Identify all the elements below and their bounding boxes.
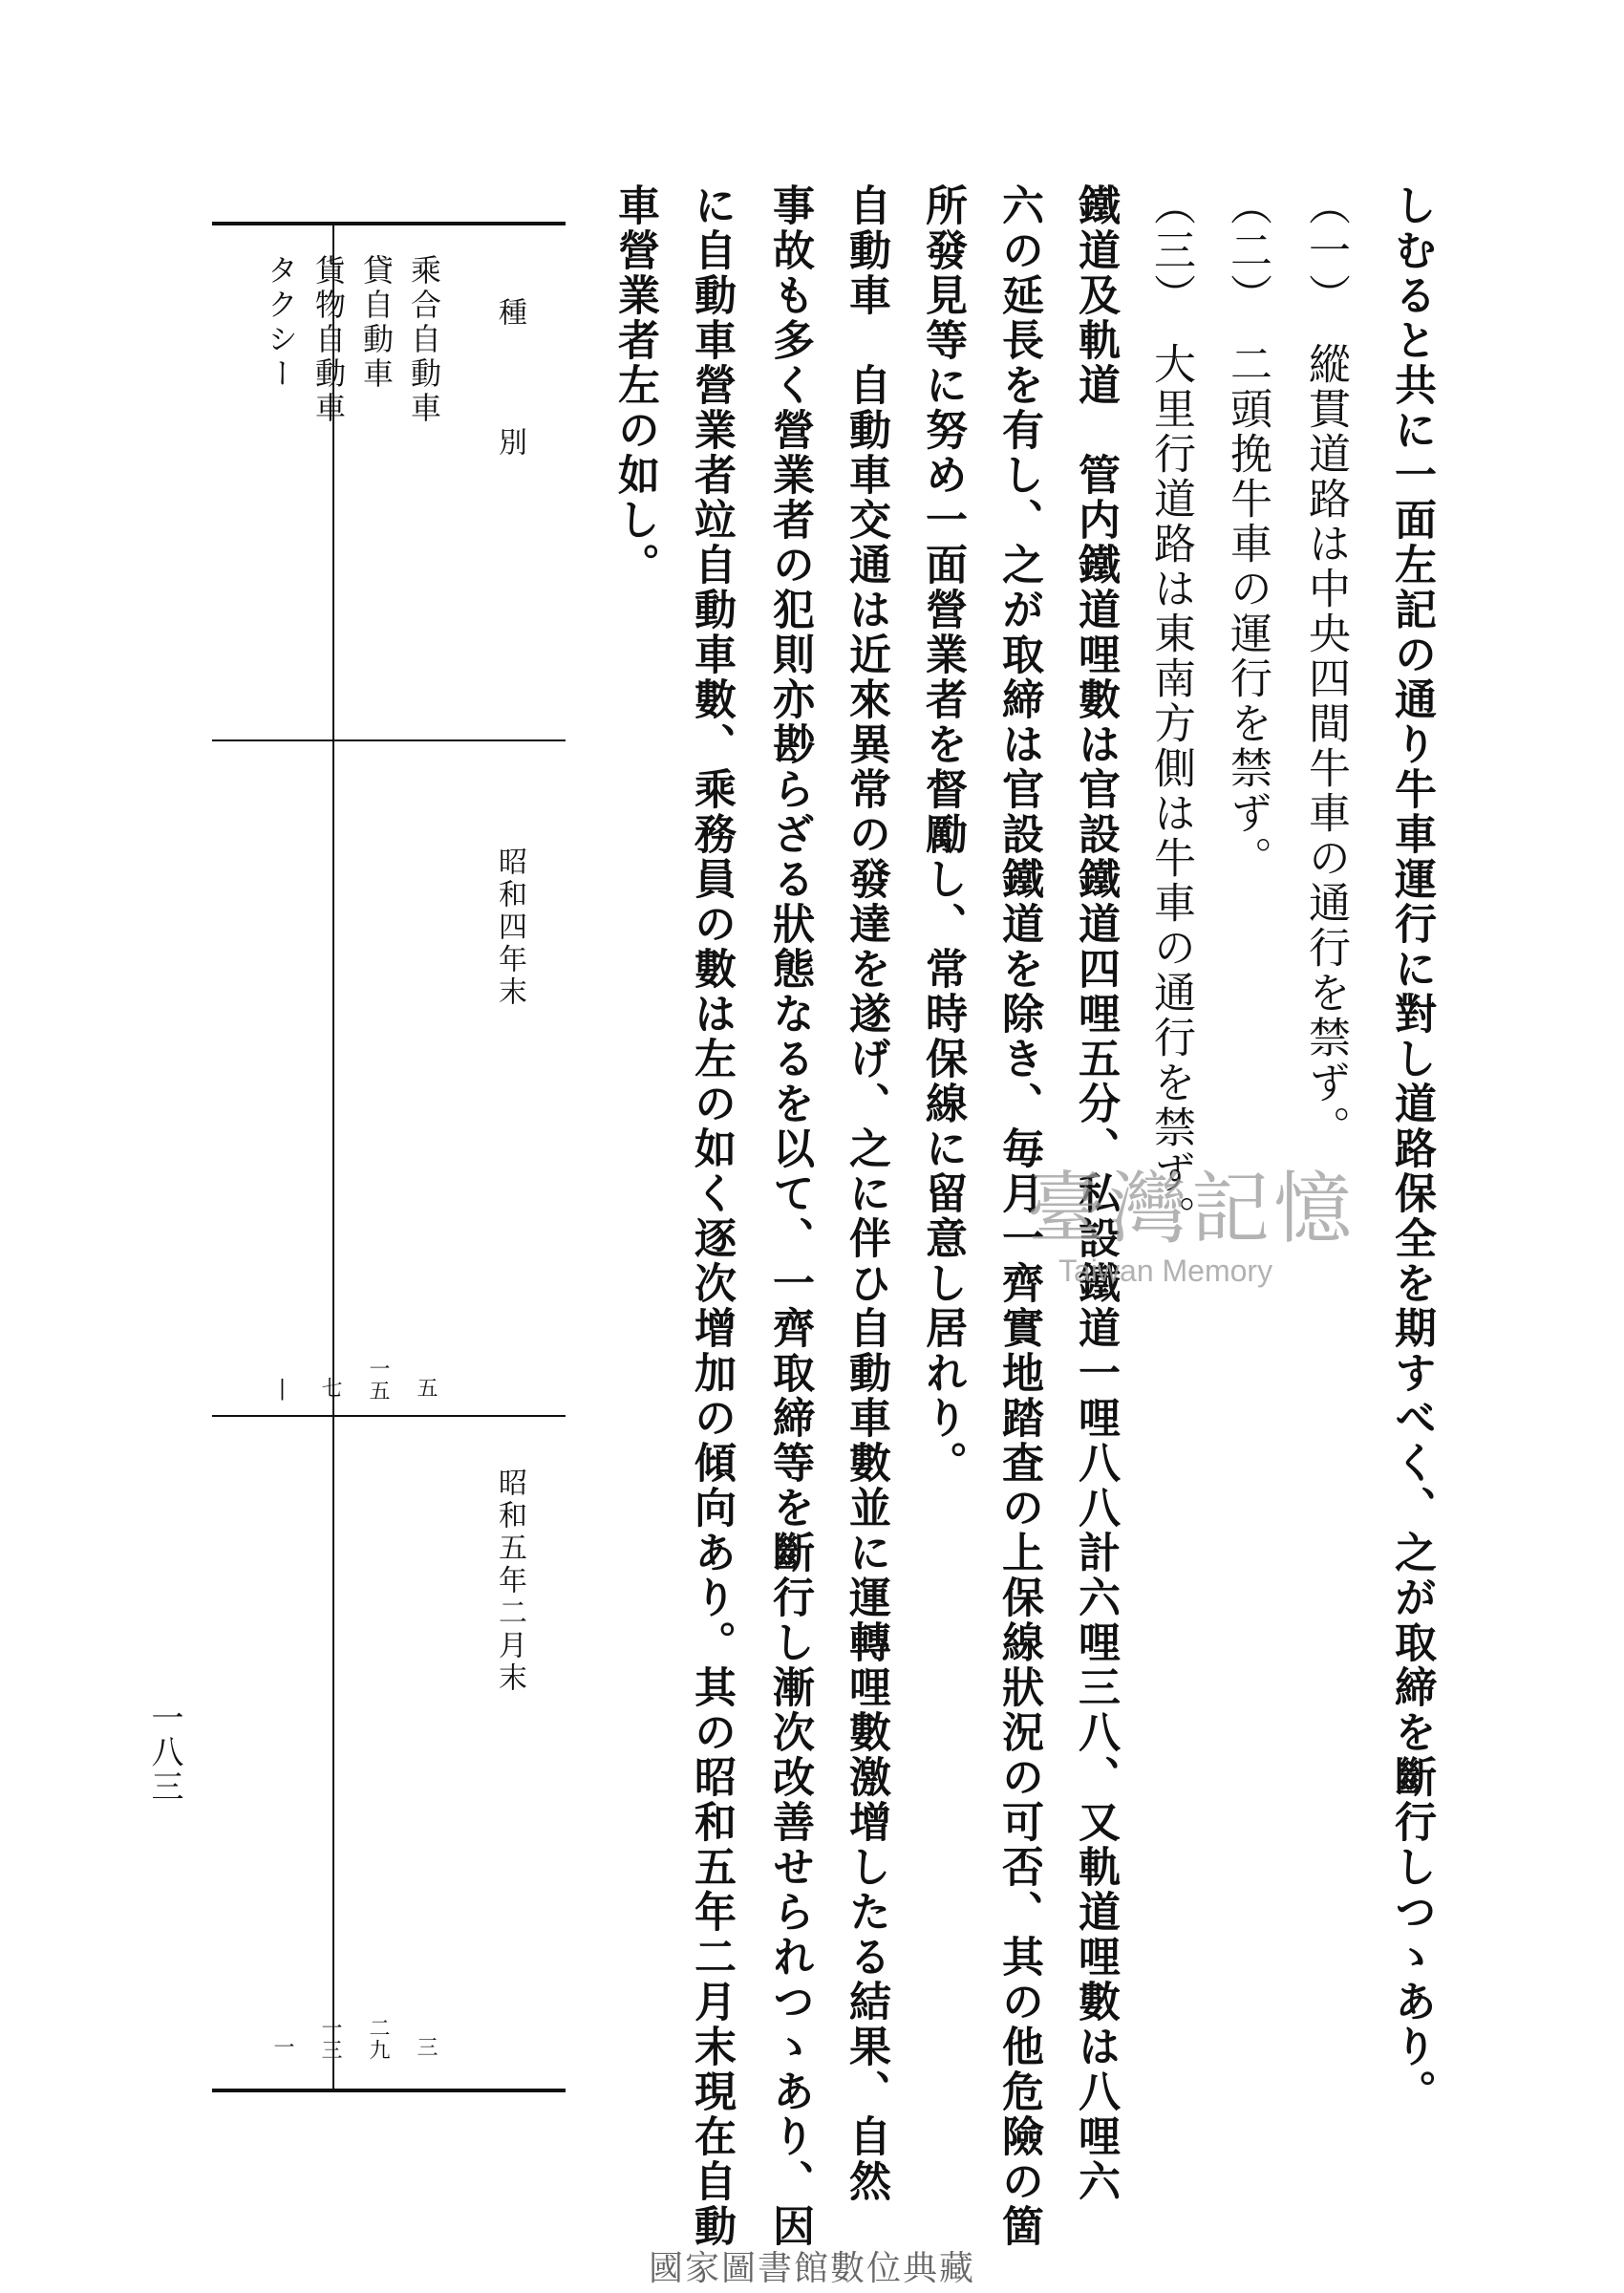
watermark-logo: 臺灣記憶 — [1027, 1164, 1357, 1254]
row-label-shared-car: 乘合自動車 — [406, 254, 442, 426]
text-column-11: 車營業者左の如し。 — [610, 183, 659, 588]
row-label-taxi: タクシー — [263, 254, 299, 392]
table-divider — [332, 225, 334, 2089]
text-column-5: 鐵道及軌道 管内鐵道哩數は官設鐵道四哩五分、私設鐵道一哩八八計六哩三八、又軌道哩數は八哩六 — [1071, 183, 1120, 2204]
text-column-4: （三） 大里行道路は東南方側は牛車の通行を禁ず。 — [1146, 183, 1195, 1240]
table-divider — [212, 1415, 566, 1417]
text-column-2: （一） 縱貫道路は中央四間牛車の通行を禁ず。 — [1301, 183, 1350, 1150]
page-number: 一八三 — [145, 1701, 183, 1804]
watermark-logo-subtitle: Taiwan Memory — [1058, 1254, 1273, 1288]
row-label-hire-car: 貸自動車 — [358, 254, 395, 392]
text-column-10: に自動車營業者竝自動車數、乘務員の數は左の如く逐次增加の傾向あり。其の昭和五年二月末現在自動 — [687, 183, 736, 2249]
cell-hire-car-showa4: 一五 — [366, 1358, 390, 1402]
cell-cargo-car-showa4: 七 — [318, 1377, 342, 1399]
table-header-showa4: 昭和四年末 — [493, 846, 526, 1009]
cell-hire-car-showa5: 二九 — [366, 2017, 390, 2061]
cell-taxi-showa5: 一 — [270, 2036, 294, 2058]
text-column-9: 事故も多く營業者の犯則亦尠らざる狀態なるを以て、一齊取締等を斷行し漸次改善せられつゝあり、因 — [765, 183, 814, 2249]
cell-shared-car-showa5: 三 — [414, 2036, 438, 2058]
text-column-8: 自動車 自動車交通は近來異常の發達を遂げ、之に伴ひ自動車數並に運轉哩數激增したる結果、自然 — [842, 183, 890, 2204]
row-label-cargo-car: 貨物自動車 — [310, 254, 347, 426]
text-column-6: 六の延長を有し、之が取締は官設鐵道を除き、毎月一齊實地踏査の上保線狀況の可否、其の他危險の箇 — [994, 183, 1043, 2249]
vehicle-stats-table — [212, 222, 566, 2092]
table-divider — [212, 739, 566, 741]
table-header-showa5: 昭和五年二月末 — [493, 1468, 526, 1695]
table-header-kind: 種 別 — [493, 297, 526, 460]
cell-taxi-showa4: | — [270, 1377, 294, 1402]
cell-cargo-car-showa5: 一三 — [318, 2017, 342, 2061]
text-column-7: 所發見等に努め一面營業者を督勵し、常時保線に留意し居れり。 — [918, 183, 967, 1486]
cell-shared-car-showa4: 五 — [414, 1377, 438, 1399]
library-footer: 國家圖書館數位典藏 — [648, 2249, 975, 2288]
text-column-1: しむると共に一面左記の通り牛車運行に對し道路保全を期すべく、之が取締を斷行しつゝあり。 — [1387, 183, 1436, 2114]
text-column-3: （二） 二頭挽牛車の運行を禁ず。 — [1223, 183, 1271, 881]
